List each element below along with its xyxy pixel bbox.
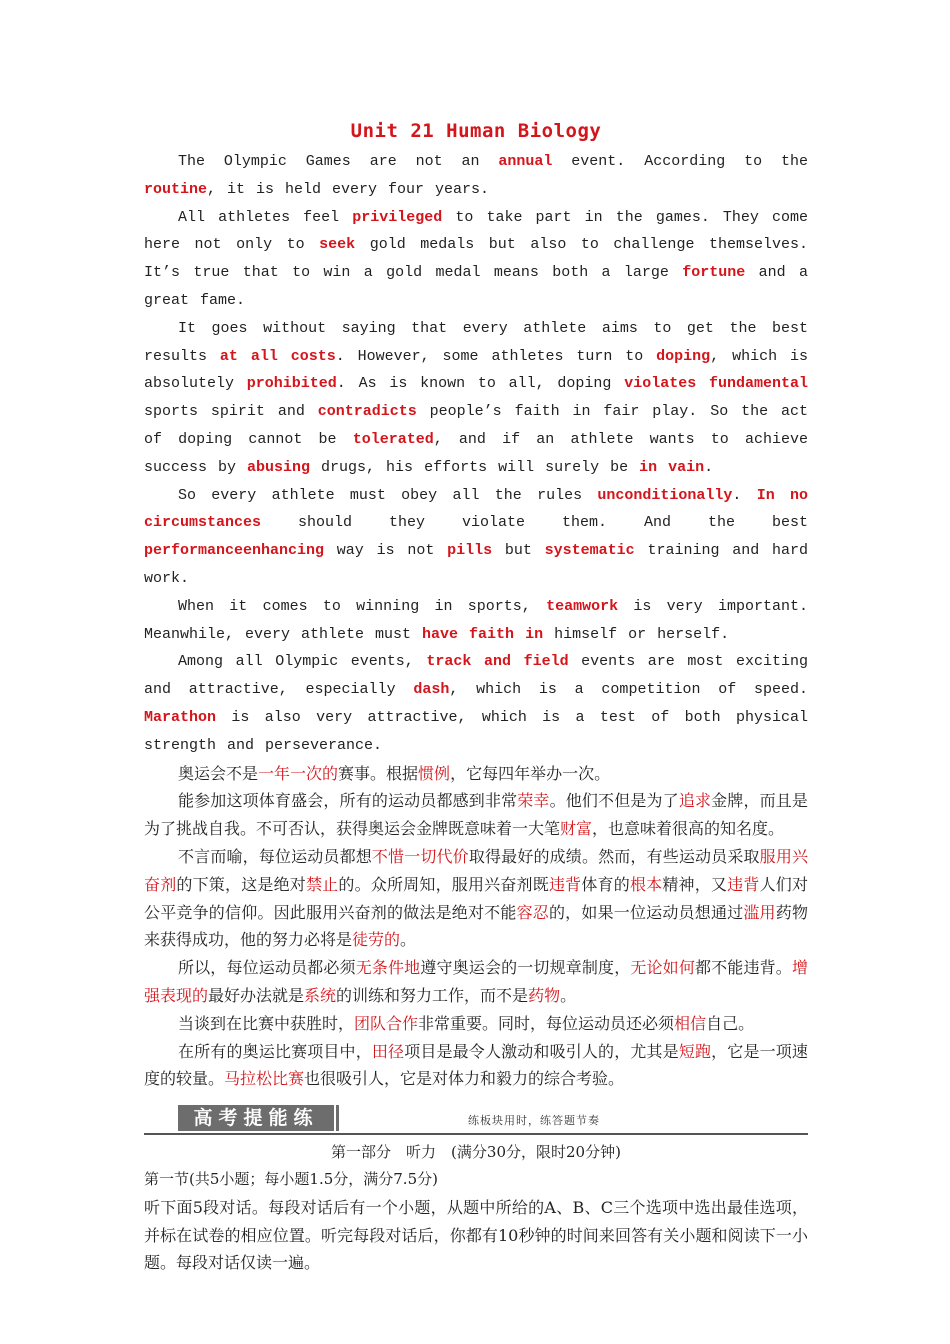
paragraph-text: 的。众所周知，服用兴奋剂既 — [338, 874, 549, 894]
paragraph-text: All athletes feel — [178, 208, 353, 226]
paragraph-text: 赛事。根据 — [338, 763, 419, 783]
paragraph-text: and a great fame. — [144, 264, 808, 309]
practice-banner — [144, 1103, 808, 1135]
instructions: 听下面5段对话。每段对话后有一个小题，从题中所给的A、B、C三个选项中选出最佳选项，并标在试卷的相应位置。听完每段对话后，你都有10秒钟的时间来回答有关小题和阅读下一小题。每段对话仅读一遍。 — [144, 1197, 808, 1273]
paragraph-text: 不言而喻，每位运动员都想 — [178, 846, 372, 866]
keyword-highlight: 药物 — [528, 985, 561, 1005]
keyword-highlight: have faith in — [422, 625, 544, 643]
keyword-highlight: 惯例 — [418, 763, 451, 783]
paragraph-text: 非常重要。同时，每位运动员还必须 — [418, 1013, 675, 1033]
document-page — [144, 120, 808, 1277]
paragraph-text: 项目是最令人激动和吸引人的，尤其是 — [404, 1041, 679, 1061]
keyword-highlight: 无论如何 — [630, 958, 695, 978]
keyword-highlight: 滥用 — [743, 902, 776, 922]
paragraph-text: 自己。 — [706, 1013, 755, 1033]
keyword-highlight: 短跑 — [678, 1041, 712, 1061]
paragraph-text: 最好办法就是 — [208, 985, 305, 1005]
keyword-highlight: 违背 — [548, 874, 582, 894]
paragraph-text: 药物来获得成功，他的努力必将是 — [144, 902, 808, 950]
english-paragraph — [144, 204, 808, 315]
keyword-highlight: 团队合作 — [354, 1013, 419, 1033]
keyword-highlight: 徒劳的 — [352, 930, 401, 950]
paragraph-text: himself or herself. — [543, 625, 730, 643]
paragraph-text: 遵守奥运会的一切规章制度， — [420, 958, 631, 978]
keyword-highlight: tolerated — [352, 430, 434, 448]
paragraph-text: . — [732, 486, 757, 504]
keyword-highlight: 系统 — [304, 985, 337, 1005]
paragraph-text: So every athlete must obey all the rules — [178, 486, 598, 504]
keyword-highlight: 容忍 — [516, 902, 549, 922]
banner-divider — [336, 1105, 339, 1131]
page-title: Unit 21 Human Biology — [350, 120, 602, 142]
paragraph-text: 奥运会不是 — [178, 763, 259, 783]
english-paragraph — [144, 148, 808, 204]
paragraph-text: The Olympic Games are not an — [178, 153, 499, 170]
chinese-paragraph — [144, 954, 808, 1010]
keyword-highlight: 增强表现的 — [144, 958, 808, 1005]
english-paragraph — [144, 593, 808, 649]
paragraph-text: ，也意味着很高的知名度。 — [592, 819, 785, 839]
paragraph-text: 。 — [400, 930, 417, 950]
paragraph-text: 。 — [560, 985, 577, 1005]
paragraph-text: should they violate them. And the best — [261, 514, 808, 532]
paragraph-text: training and hard work. — [144, 542, 809, 587]
paragraph-text: ，它是一项速度的较量。 — [144, 1041, 808, 1089]
paragraph-text: but — [492, 542, 545, 560]
paragraph-text: 的下策，这是绝对 — [176, 874, 306, 894]
keyword-highlight: 一年一次的 — [258, 763, 339, 783]
keyword-highlight: routine — [144, 180, 208, 198]
keyword-highlight: 田径 — [371, 1041, 405, 1061]
english-passage — [144, 148, 808, 760]
paragraph-text: . As is known to all, doping — [336, 375, 625, 393]
paragraph-text: , which is absolutely — [144, 347, 808, 393]
keyword-highlight: teamwork — [546, 597, 619, 615]
paragraph-text: 能参加这项体育盛会，所有的运动员都感到非常 — [178, 791, 518, 811]
chinese-paragraph — [144, 1038, 808, 1094]
banner-label: 高考提能练 — [178, 1105, 334, 1131]
keyword-highlight: doping — [656, 347, 711, 365]
paragraph-text: When it comes to winning in sports, — [178, 597, 547, 615]
keyword-highlight: 不惜一切代价 — [371, 846, 469, 866]
paragraph-text: It goes without saying that every athlete aims to get the best results — [144, 319, 808, 365]
keyword-highlight: 无条件地 — [355, 958, 421, 978]
keyword-highlight: prohibited — [246, 375, 337, 393]
english-paragraph — [144, 648, 808, 759]
subsection-heading: 第一节(共5小题；每小题1.5分，满分7.5分) — [144, 1170, 438, 1189]
keyword-highlight: 违背 — [727, 874, 760, 894]
keyword-highlight: abusing — [247, 458, 311, 476]
paragraph-text: ，它每四年举办一次。 — [450, 763, 611, 783]
paragraph-text: to take part in the games. They come here not only to — [144, 208, 808, 254]
keyword-highlight: 马拉松比赛 — [224, 1069, 305, 1089]
keyword-highlight: fortune — [682, 264, 746, 282]
english-paragraph — [144, 482, 808, 593]
keyword-highlight: at all costs — [219, 347, 336, 365]
paragraph-text: drugs, his efforts will surely be — [310, 458, 640, 476]
paragraph-text: 的，如果一位运动员想通过 — [548, 902, 744, 922]
keyword-highlight: track and field — [426, 653, 569, 671]
keyword-highlight: privileged — [352, 208, 443, 226]
paragraph-text: 取得最好的成绩。然而，有些运动员采取 — [468, 846, 760, 866]
paragraph-text: . However, some athletes turn to — [335, 347, 657, 365]
keyword-highlight: unconditionally — [597, 486, 733, 504]
keyword-highlight: seek — [319, 236, 356, 254]
paragraph-text: 在所有的奥运比赛项目中， — [178, 1041, 372, 1061]
keyword-highlight: in vain — [639, 458, 705, 476]
section-heading: 第一部分 听力 (满分30分，限时20分钟) — [331, 1143, 621, 1162]
banner-tagline: 练板块用时，练答题节奏 — [468, 1114, 600, 1128]
keyword-highlight: dash — [413, 681, 450, 699]
keyword-highlight: 根本 — [629, 874, 663, 894]
paragraph-text: events are most exciting and attractive, especially — [144, 653, 808, 699]
paragraph-text: 。他们不但是为了 — [549, 791, 679, 811]
paragraph-text: , and if an athlete wants to achieve success by — [144, 430, 808, 476]
keyword-highlight: 财富 — [560, 819, 593, 839]
paragraph-text: is also very attractive, which is a test of both physical strength and perseverance. — [144, 708, 808, 754]
paragraph-text: event. According to the — [552, 153, 808, 170]
keyword-highlight: contradicts — [317, 403, 417, 421]
keyword-highlight: performanceenhancing — [144, 542, 325, 560]
paragraph-text: , it is held every four years. — [207, 180, 490, 198]
english-paragraph — [144, 315, 808, 482]
paragraph-text: Among all Olympic events, — [178, 653, 427, 671]
paragraph-text: 都不能违背。 — [695, 958, 792, 978]
chinese-translation — [144, 760, 808, 1094]
keyword-highlight: pills — [447, 542, 493, 560]
paragraph-text: . — [704, 458, 714, 476]
paragraph-text: 也很吸引人，它是对体力和毅力的综合考验。 — [304, 1069, 625, 1089]
keyword-highlight: 禁止 — [305, 874, 339, 894]
paragraph-text: people’s faith in fair play. So the act of doping cannot be — [144, 403, 809, 448]
chinese-paragraph — [144, 1010, 808, 1038]
keyword-highlight: systematic — [544, 542, 635, 560]
paragraph-text: is very important. Meanwhile, every athlete must — [144, 597, 808, 643]
keyword-highlight: 荣幸 — [517, 791, 550, 811]
chinese-paragraph — [144, 760, 808, 788]
paragraph-text: sports spirit and — [144, 403, 318, 421]
paragraph-text: way is not — [324, 542, 448, 560]
paragraph-text: 金牌，而且是为了挑战自我。不可否认，获得奥运会金牌既意味着一大笔 — [144, 791, 808, 839]
keyword-highlight: 相信 — [674, 1013, 707, 1033]
paragraph-text: 所以，每位运动员都必须 — [178, 958, 356, 978]
keyword-highlight: 追求 — [678, 791, 712, 811]
paragraph-text: 当谈到在比赛中获胜时， — [178, 1013, 355, 1033]
paragraph-text: 人们对公平竞争的信仰。因此服用兴奋剂的做法是绝对不能 — [144, 874, 808, 922]
keyword-highlight: Marathon — [144, 708, 217, 726]
keyword-highlight: annual — [498, 153, 553, 170]
keyword-highlight: violates fundamental — [624, 375, 808, 393]
paragraph-text: gold medals but also to challenge themselves. It’s true that to win a gold medal means both a large — [144, 236, 808, 282]
keyword-highlight: In no circumstances — [144, 486, 808, 532]
chinese-paragraph — [144, 843, 808, 954]
paragraph-text: 精神，又 — [662, 874, 728, 894]
paragraph-text: 的训练和努力工作，而不是 — [336, 985, 529, 1005]
keyword-highlight: 服用兴奋剂 — [144, 846, 808, 894]
chinese-paragraph — [144, 787, 808, 843]
paragraph-text: , which is a competition of speed. — [449, 681, 808, 699]
paragraph-text: 体育的 — [581, 874, 630, 894]
